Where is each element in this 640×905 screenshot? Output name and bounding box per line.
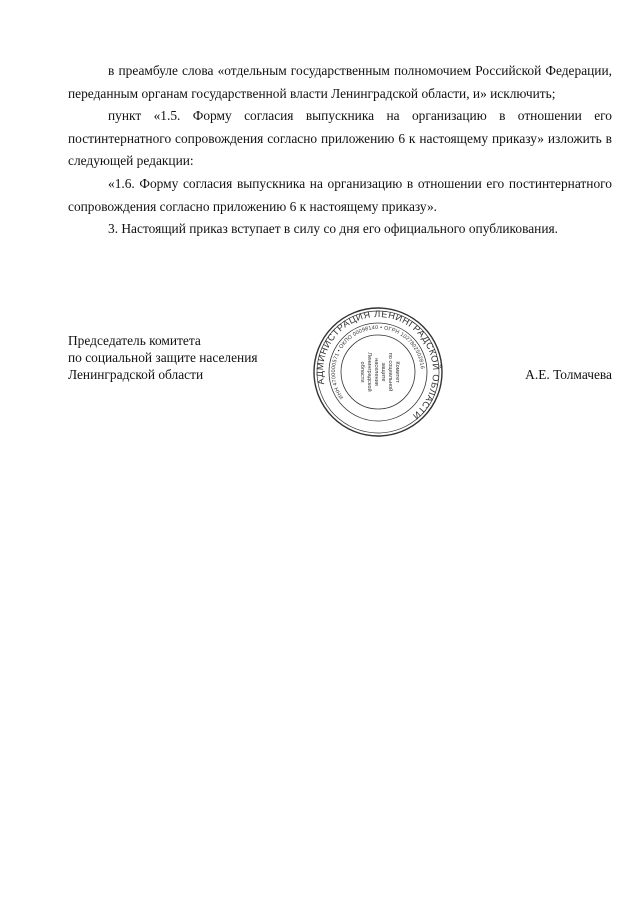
paragraph-new-wording: «1.6. Форму согласия выпускника на организацию в отношении его постинтернатного сопровождения согласно приложению 6 к настоящему приказу». [68,175,612,214]
svg-text:защите: защите [380,362,386,382]
paragraph-effective-date: 3. Настоящий приказ вступает в силу со дня его официального опубликования. [108,221,558,237]
svg-text:по социальной: по социальной [387,352,393,392]
svg-text:Комитет: Комитет [394,361,400,383]
signatory-title-line: Председатель комитета [68,333,201,348]
paragraph-point-1-5: пункт «1.5. Форму согласия выпускника на организацию в отношении его постинтернатного сопровождения согласно приложению 6 к настоящему приказу» изложить в следующей редакции: [68,108,612,169]
document-body [68,60,612,241]
signatory-title-line: по социальной защите населения [68,350,258,365]
svg-text:населения: населения [373,358,379,386]
seal-inner-text: ИНН 4700000571 • ОКПО 00098140 • ОГРН 1027802502816 [330,324,425,400]
seal-center-text [359,352,400,391]
seal-outer-text: АДМИНИСТРАЦИЯ ЛЕНИНГРАДСКОЙ ОБЛАСТИ [314,308,442,422]
signatory-name: А.Е. Толмачева [525,367,612,382]
signatory-title [68,332,308,383]
official-seal-stamp [312,306,444,438]
signatory-title-line: Ленинградской области [68,367,204,382]
svg-text:области: области [359,361,365,383]
paragraph-preamble: в преамбуле слова «отдельным государственным полномочием Российской Федерации, переданным органам государственной власти Ленинградской области, и» исключить; [68,63,612,101]
svg-text:Ленинградской: Ленинградской [366,352,372,392]
